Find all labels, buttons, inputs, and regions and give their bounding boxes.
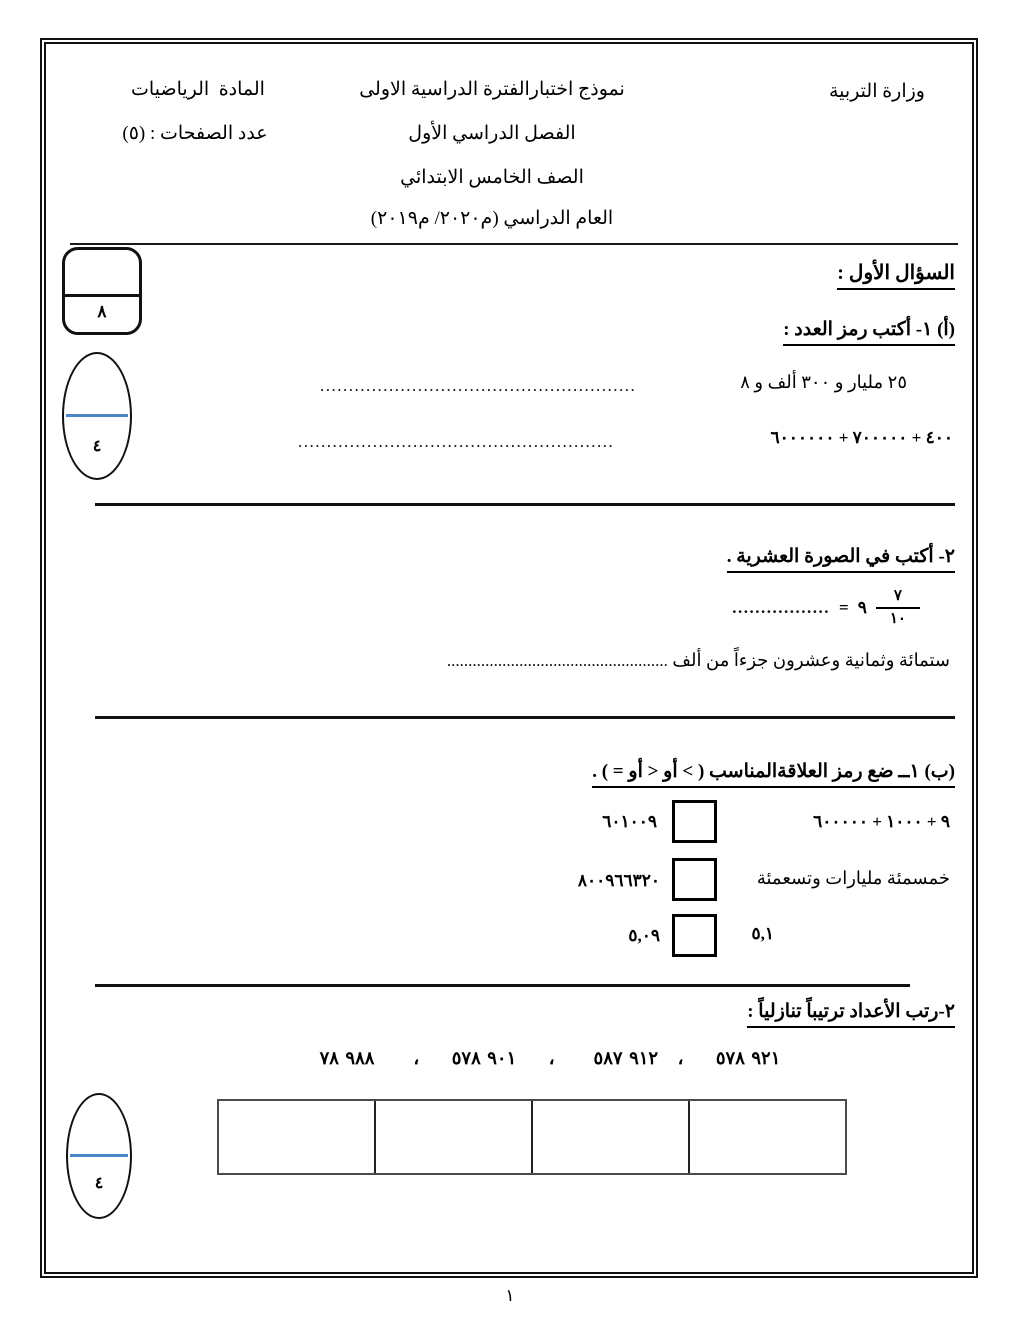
q2-fraction-numerator: ٧	[893, 588, 902, 604]
answer-cell	[219, 1101, 374, 1173]
qb-row2-relation-box	[672, 858, 717, 901]
score-badge-divider	[65, 294, 139, 297]
qb-row3-right-number: ٥,١	[751, 924, 774, 943]
q2-fraction-denominator: ١٠	[889, 611, 906, 627]
q2-words-row	[447, 650, 950, 671]
header-ministry: وزارة التربية	[828, 81, 925, 102]
question1-title: السؤال الأول :	[837, 260, 955, 290]
q2-whole-number: ٩	[857, 597, 867, 617]
qb-row1-right-expression: ٦٠٠٠٠٠ + ١٠٠٠ + ٩	[813, 812, 950, 831]
q1-item2-answer-line: .......................................................	[298, 432, 615, 451]
sort-question-title: ٢-رتب الأعداد ترتيباً تنازلياً :	[747, 1000, 955, 1028]
academic-year-label: العام الدراسي	[503, 208, 614, 229]
sort-answer-table	[217, 1099, 847, 1175]
q2-equals-sign: =	[839, 597, 849, 617]
answer-cell	[531, 1101, 688, 1173]
question2-title: ٢- أكتب في الصورة العشرية .	[727, 545, 955, 573]
sort-numbers-row: ٧٨ ٩٨٨ ، ٥٧٨ ٩٠١ ، ٥٨٧ ٩١٢ ، ٥٧٨ ٩٢١	[319, 1048, 781, 1068]
header-subject: المادة الرياضيات	[131, 79, 265, 100]
header-exam-title: نموذج اختبارالفترة الدراسية الاولى	[359, 79, 625, 100]
marks-oval-part-a	[62, 352, 132, 480]
score-badge-value: ٨	[97, 302, 107, 321]
header-academic-year	[292, 207, 692, 230]
q2-words-text: ستمائة وثمانية وعشرون جزءاً من ألف	[672, 650, 950, 670]
answer-cell	[374, 1101, 531, 1173]
q2-fraction-row	[732, 588, 920, 628]
marks-oval-a-value: ٤	[92, 438, 102, 455]
page-number: ١	[505, 1286, 515, 1305]
marks-oval-b-value: ٤	[94, 1175, 104, 1192]
header-pages-count: عدد الصفحات : (٥)	[122, 123, 268, 144]
qb-row1-left-number: ٦٠١٠٠٩	[602, 812, 657, 831]
qb-row3-left-number: ٥,٠٩	[628, 926, 660, 945]
marks-oval-b-divider	[70, 1154, 128, 1157]
qb-row2-left-number: ٨٠٠٩٦٦٣٢٠	[577, 871, 660, 890]
q1-item2-expression: ٦٠٠٠٠٠٠ + ٧٠٠٠٠٠ + ٤٠٠	[770, 428, 953, 447]
score-badge-total	[62, 247, 142, 335]
section-rule-3	[95, 984, 910, 987]
academic-year-value: (٢٠١٩م /٢٠٢٠م)	[370, 208, 499, 229]
q1-item1-text: ٢٥ مليار و ٣٠٠ ألف و ٨	[740, 372, 907, 392]
qb-row3-relation-box	[672, 914, 717, 957]
marks-oval-part-b	[66, 1093, 132, 1219]
section-rule-2	[95, 716, 955, 719]
qb-row2-right-text: خمسمئة مليارات وتسعمئة	[756, 868, 950, 888]
header-divider-line	[70, 243, 958, 245]
question1a-subtitle: (أ) ١- أكتب رمز العدد :	[783, 318, 955, 346]
marks-oval-a-divider	[66, 414, 128, 417]
q2-answer-line: .................	[732, 597, 831, 617]
header-grade: الصف الخامس الابتدائي	[400, 167, 584, 188]
q2-words-answer-line: ....................................................	[446, 651, 668, 670]
question-b-title: (ب) ١ــ ضع رمز العلاقةالمناسب ( > أو < أو = ) .	[592, 760, 955, 788]
answer-cell	[688, 1101, 845, 1173]
section-rule-1	[95, 503, 955, 506]
q2-fraction-bar	[876, 607, 920, 610]
header-semester: الفصل الدراسي الأول	[408, 123, 576, 144]
q1-item1-answer-line: .......................................................	[320, 376, 637, 395]
q2-fraction	[876, 588, 920, 628]
qb-row1-relation-box	[672, 800, 717, 843]
